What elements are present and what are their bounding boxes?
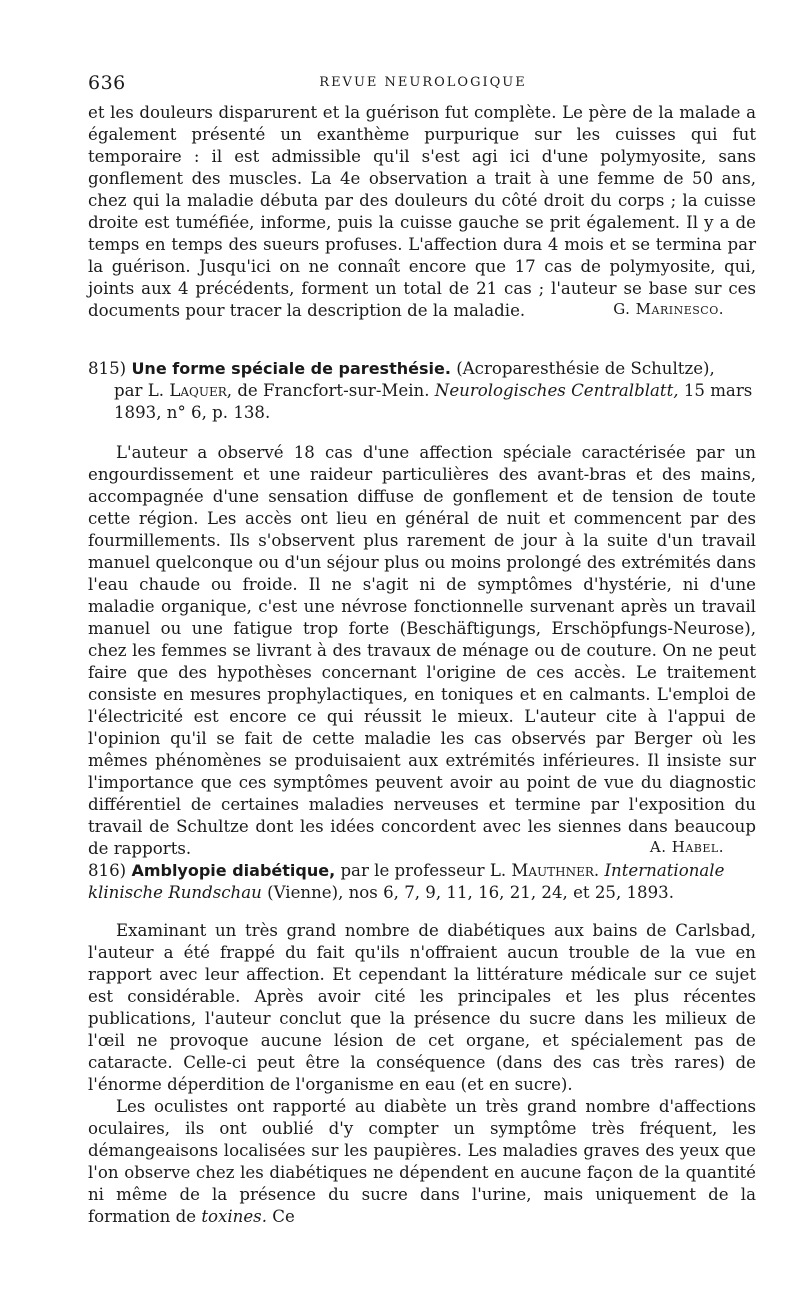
entry-815-title: Une forme spéciale de paresthésie. [131, 359, 451, 378]
entry-816-author-prefix: par le professeur L. [340, 861, 507, 880]
entry-816-paragraph-2-text: Les oculistes ont rapporté au diabète un très grand nombre d'affections oculaires, ils ont oublié d'y compter un symptôme très fréquent, les démangeaisons localisées sur les paupières. Les maladies graves des yeux que l'on observe chez les diabétiques ne dépendent en aucune façon de la quantité ni même de la présence du sucre dans l'urine, mais uniquement de la formation de [88, 1097, 756, 1226]
continued-abstract [88, 102, 756, 318]
entry-816-number: 816) [88, 861, 127, 880]
entry-815-number: 815) [88, 359, 127, 378]
entry-815-location: de Francfort-sur-Mein. [237, 381, 430, 400]
entry-815-author: Laquer, [169, 381, 233, 400]
entry-816-paragraph-2-italic: toxines. [201, 1207, 267, 1226]
entry-815-subtitle: (Acroparesthésie de Schultze), [456, 359, 715, 378]
entry-816-title: Amblyopie diabétique, [131, 861, 336, 880]
entry-816-journal: Internationale klinische Rundschau [88, 861, 725, 902]
page-number: 636 [88, 72, 126, 94]
signature-habel: A. Habel. [649, 838, 724, 856]
continued-paragraph: et les douleurs disparurent et la guérison fut complète. Le père de la malade a également présenté un exanthème purpurique sur les cuisses qui fut temporaire : il est admissible qu'il s'est agi ici d'une polymyosite, sans gonflement des muscles. La 4e observation a trait à une femme de 50 ans, chez qui la maladie débuta par des douleurs du côté droit du corps ; la cuisse droite est tuméfiée, informe, puis la cuisse gauche se prit également. Il y a de temps en temps des sueurs profuses. L'affection dura 4 mois et se termina par la guérison. Jusqu'ici on ne connaît encore que 17 cas de polymyosite, qui, joints aux 4 précédents, forment un total de 21 cas ; l'auteur se base sur ces documents pour tracer la description de la maladie. [88, 103, 756, 320]
signature-marinesco: G. Marinesco. [613, 300, 724, 318]
entry-815-date: 15 mars [683, 381, 753, 400]
entry-816-ref: (Vienne), nos 6, 7, 9, 11, 16, 21, 24, et 25, 1893. [267, 883, 674, 902]
entry-815 [88, 358, 756, 856]
entry-816-paragraph-2 [88, 1096, 756, 1228]
entry-816-heading [88, 860, 756, 904]
entry-816 [88, 860, 756, 1228]
entry-815-journal: Neurologisches Centralblatt, [434, 381, 679, 400]
entry-815-heading [88, 358, 756, 424]
journal-title: REVUE NEUROLOGIQUE [319, 75, 527, 90]
entry-816-paragraph-1: Examinant un très grand nombre de diabétiques aux bains de Carlsbad, l'auteur a été frappé du fait qu'ils n'offraient aucun trouble de la vue en rapport avec leur affection. Et cependant la littérature médicale sur ce sujet est considérable. Après avoir cité les principales et les plus récentes publications, l'auteur conclut que la présence du sucre dans les milieux de l'œil ne provoque aucune lésion de cet organe, et spécialement pas de cataracte. Celle-ci peut être la conséquence (dans des cas très rares) de l'énorme déperdition de l'organisme en eau (et en sucre). [88, 921, 756, 1094]
entry-815-ref: 1893, n° 6, p. 138. [114, 403, 271, 422]
entry-816-author: Mauthner. [511, 861, 600, 880]
entry-815-author-prefix: par L. [114, 381, 165, 400]
running-header [88, 72, 758, 96]
entry-815-paragraph: L'auteur a observé 18 cas d'une affection spéciale caractérisée par un engourdissement et une raideur particulières des avant-bras et des mains, accompagnée d'une sensation diffuse de gonflement et de tension de toute cette région. Les accès ont lieu en général de nuit et commencent par des fourmillements. Ils s'observent plus rarement de jour à la suite d'un travail manuel quelconque ou d'un séjour plus ou moins prolongé des extrémités dans l'eau chaude ou froide. Il ne s'agit ni de symptômes d'hystérie, ni d'une maladie organique, c'est une névrose fonctionnelle survenant après un travail manuel ou une fatigue trop forte (Beschäftigungs, Erschöpfungs-Neurose), chez les femmes se livrant à des travaux de ménage ou de couture. On ne peut faire que des hypothèses concernant l'origine de ces accès. Le traitement consiste en mesures prophylactiques, en toniques et en calmants. L'emploi de l'électricité est encore ce qui réussit le mieux. L'auteur cite à l'appui de l'opinion qu'il se fait de cette maladie les cas observés par Berger où les mêmes phénomènes se produisaient aux extrémités inférieures. Il insiste sur l'importance que ces symptômes peuvent avoir au point de vue du diagnostic différentiel de certaines maladies nerveuses et termine par l'exposition du travail de Schultze dont les idées concordent avec les siennes dans beaucoup de rapports. [88, 443, 756, 858]
entry-815-reference [88, 380, 756, 424]
entry-816-paragraph-2-end: Ce [272, 1207, 295, 1226]
